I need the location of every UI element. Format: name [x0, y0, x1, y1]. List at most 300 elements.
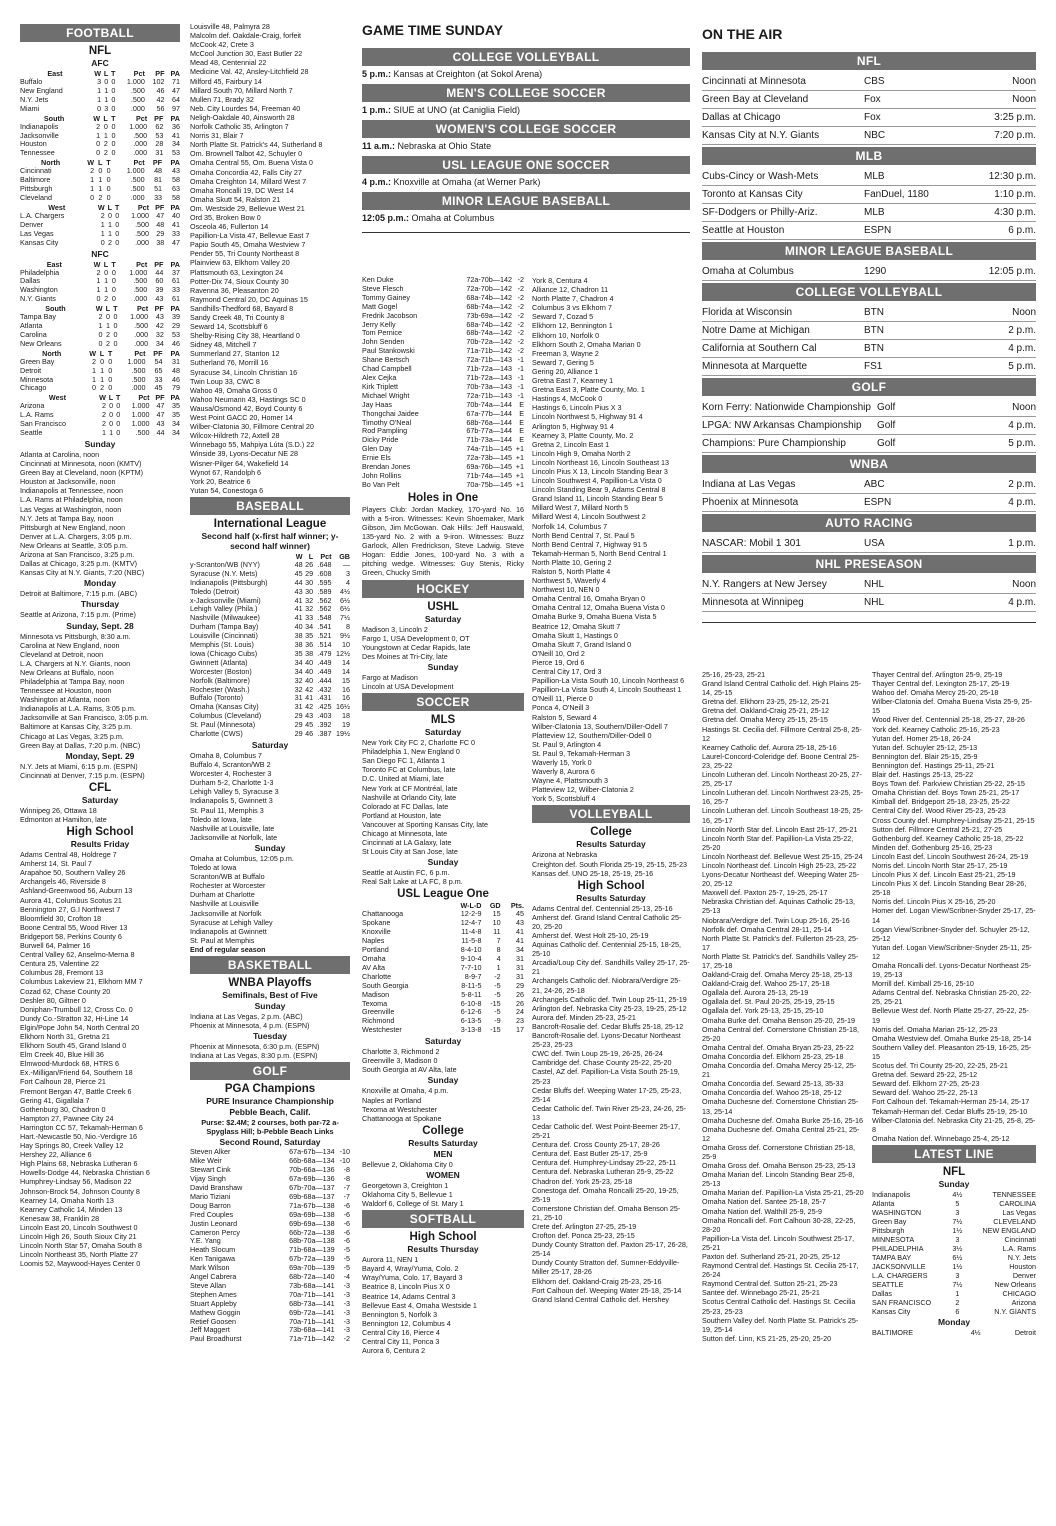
table-cell: -1: [517, 355, 524, 365]
table-cell: 46: [172, 374, 180, 384]
table-cell: 56: [156, 103, 165, 113]
result-item: Ponca 4, O'Neill 3: [532, 703, 590, 713]
result-item: Papio South 45, Omaha Westview 7: [190, 240, 306, 250]
tv-channel: ESPN: [858, 494, 974, 512]
table-cell: 28: [155, 139, 164, 149]
division-name: East: [47, 69, 63, 78]
table-cell: .514: [317, 640, 332, 650]
result-item: York 8, Centura 4: [532, 276, 588, 285]
table-cell: Mike Weir: [190, 1156, 222, 1166]
table-cell: 11-5-8: [461, 936, 482, 946]
wnba-tuesday: [190, 1042, 350, 1060]
result-item: Mead 48, Centennial 22: [190, 58, 267, 68]
result-item: Freeman 3, Wayne 2: [532, 348, 599, 358]
line-row: [872, 1226, 1036, 1235]
result-item: Omaha Roncalli def. Fort Calhoun 30-28, 22-25, 28-20: [702, 1215, 856, 1234]
nfl-title: NFL: [88, 45, 112, 57]
table-cell: 0: [111, 139, 116, 149]
tv-time: Noon: [974, 91, 1036, 109]
table-cell: Tampa Bay: [20, 312, 56, 322]
latest-line-sunday: [872, 1190, 1036, 1316]
schedule-item: Indianapolis at Tennessee, noon: [20, 486, 123, 496]
table-cell: Ken Tanigawa: [190, 1254, 236, 1264]
result-item: Fort Calhoun 28, Pierce 21: [20, 1077, 106, 1087]
table-cell: 32: [305, 595, 314, 605]
result-item: Ogallala def. St. Paul 20-25, 25-19, 25-15: [702, 997, 835, 1007]
result-item: Bloomfield 30, Crofton 18: [20, 913, 102, 923]
table-cell: Angel Cabrera: [190, 1272, 237, 1282]
result-item: Wilcox-Hildreth 72, Axtell 28: [190, 431, 280, 441]
schedule-item: Durham at Charlotte: [190, 890, 255, 900]
table-cell: y-Scranton/WB (NYY): [190, 559, 260, 569]
column-header: PF: [155, 69, 165, 78]
tv-listings: [702, 52, 1036, 612]
schedule-title: Sunday: [84, 439, 116, 449]
result-item: Elm Creek 40, Blue Hill 36: [20, 1050, 104, 1060]
table-cell: 48: [294, 559, 303, 569]
table-cell: -7: [343, 1191, 350, 1201]
result-item: Ex.-Milligan/Friend 64, Southern 18: [20, 1068, 133, 1078]
result-item: Fort Calhoun def. Tekamah-Herman 25-14, 25-17: [872, 1097, 1030, 1107]
table-cell: 0: [116, 428, 121, 438]
cfl-day: Saturday: [81, 794, 119, 805]
result-item: Ralston 5, North Platte 4: [532, 567, 611, 576]
table-cell: 47: [156, 210, 165, 220]
tv-channel: NHL: [858, 576, 974, 594]
table-cell: E: [519, 426, 524, 436]
tv-row: [702, 127, 1036, 145]
result-item: Dundy County Stratton def. Sumner-Eddyville-Miller 25-17, 28-26: [532, 1258, 680, 1277]
table-cell: Madison: [362, 989, 390, 999]
result-item: Ashland-Greenwood 56, Auburn 13: [20, 886, 133, 896]
usl-title: USL League One: [397, 888, 489, 901]
column-header: PA: [170, 202, 180, 212]
schedule-item: L.A. Rams at Philadelphia, noon: [20, 495, 123, 505]
tv-channel: MLB: [858, 168, 974, 186]
result-item: Pierce 19, Ord 6: [532, 657, 585, 667]
result-item: Deshler 80, Giltner 0: [20, 995, 86, 1005]
table-cell: 1: [104, 85, 109, 95]
table-cell: 34: [172, 139, 180, 149]
result-item: Bennington 5, Norfolk 3: [362, 1309, 438, 1319]
result-item: Papillion-La Vista 47, Bellevue East 7: [190, 231, 310, 241]
result-item: Yutan def. Schuyler 25-12, 25-13: [872, 742, 978, 752]
event-line: [362, 177, 690, 188]
column-header: L: [103, 69, 109, 78]
tv-time: 4 p.m.: [974, 594, 1036, 612]
result-item: Milford 45, Fairbury 14: [190, 76, 262, 86]
tv-time: 6 p.m.: [974, 222, 1036, 240]
table-cell: 31: [155, 148, 164, 158]
result-item: Omaha Roncalli def. Lyons-Decatur Northeast 25-19, 25-13: [872, 961, 1032, 980]
schedule-item: N.Y. Jets at Miami, 6:15 p.m. (ESPN): [20, 761, 138, 771]
tv-channel: ESPN: [858, 222, 974, 240]
favorite: Pittsburgh: [872, 1225, 905, 1235]
table-cell: 5-8-11: [461, 989, 482, 999]
table-cell: -1: [517, 381, 524, 391]
result-item: Wahoo Neumann 43, Hastings SC 0: [190, 394, 306, 404]
table-cell: Worcester (Boston): [190, 666, 252, 676]
game-time-title: GAME TIME SUNDAY: [362, 22, 504, 38]
result-item: Platteview 12, Wilber-Clatonia 2: [532, 785, 634, 795]
table-cell: 38: [156, 237, 165, 247]
result-item: Lincoln High 26, South Sioux City 21: [20, 1232, 137, 1242]
table-cell: -6: [343, 1227, 350, 1237]
result-item: Edmonton at Hamilton, late: [20, 815, 107, 824]
result-item: Omaha Duchesne def. Omaha Burke 25-16, 25-16: [702, 1115, 864, 1125]
column-header: Pct: [320, 551, 332, 561]
table-cell: 70b-72a—142: [466, 337, 512, 347]
result-item: San Diego FC 1, Atlanta 1: [362, 756, 446, 766]
event-line: [362, 213, 690, 224]
line-row: [872, 1190, 1036, 1199]
table-cell: 35: [172, 401, 180, 411]
table-cell: 2: [98, 312, 103, 322]
spread: 7½: [952, 1279, 963, 1289]
column-header: W: [93, 259, 101, 269]
schedule-item: Dallas at Chicago, 3:25 p.m. (KMTV): [20, 559, 138, 569]
division-table: [20, 158, 180, 203]
table-cell: 0: [96, 148, 101, 158]
result-item: Kearney Catholic def. Aurora 25-18, 25-16: [702, 742, 837, 752]
table-cell: 67a-67b—134: [289, 1147, 335, 1157]
schedule-item: Denver at L.A. Chargers, 3:05 p.m.: [20, 531, 132, 541]
column-header: T: [111, 113, 116, 123]
table-cell: 6½: [340, 595, 350, 605]
result-item: Bennington 12, Columbus 4: [362, 1318, 451, 1328]
table-cell: 0: [113, 338, 118, 348]
table-cell: .479: [317, 648, 332, 658]
event-line: [362, 141, 690, 152]
result-item: Yutan 54, Conestoga 6: [190, 485, 264, 495]
table-cell: 67a-69b—136: [289, 1174, 335, 1184]
table-cell: .500: [130, 184, 145, 194]
table-cell: .548: [317, 613, 332, 623]
table-cell: 61: [172, 294, 180, 304]
result-item: Yutan def. Logan View/Scribner-Snyder 25-11, 25-12: [872, 942, 1032, 961]
result-item: Wahoo def. Omaha Mercy 25-20, 25-18: [872, 688, 999, 698]
result-item: Lincoln Lutheran def. Lincoln Southeast 18-25, 25-16, 25-17: [702, 806, 864, 825]
result-item: D.C. United at Miami, late: [362, 774, 444, 784]
schedule-item: Seattle at Austin FC, 6 p.m.: [362, 868, 450, 878]
table-cell: 31: [294, 693, 303, 703]
division-name: South: [43, 113, 65, 123]
schedule-item: Seattle at Arizona, 7:15 p.m. (Prime): [20, 610, 136, 620]
table-cell: 1: [92, 374, 97, 384]
table-cell: -3: [343, 1316, 350, 1326]
tv-time: 12:05 p.m.: [974, 263, 1036, 281]
tv-event: Green Bay at Cleveland: [702, 91, 858, 109]
schedule-item: Nashville at Louisville: [190, 899, 259, 909]
result-item: Sidney 48, Mitchell 7: [190, 340, 257, 350]
tv-row: [702, 358, 1036, 376]
tv-row: [702, 399, 1036, 417]
table-cell: Retief Goosen: [190, 1316, 236, 1326]
column-header: W: [95, 304, 103, 314]
table-cell: -10: [339, 1156, 350, 1166]
table-cell: 0: [115, 210, 120, 220]
table-cell: 1.000: [126, 77, 145, 86]
tv-channel: Golf: [871, 417, 978, 435]
hio-text: Players Club: Jordan Mackey, 170-yard No. 16 with a 5-iron. Witnesses: Kevin Shoemaker, Mark Gibson, Jim McGowan. Oak Hills: Jeff Hauswald, 135-yard No. 2 with a 9-iron. Witnesses: Buzz Garlock, Allen Fredrickson, Steve Ladwig. Steve Hogan: Eddie Jones, 100-yard No. 3 with a pitching wedge. Witnesses: Guy Stenis, Ricky Green, Chucky Smith: [362, 504, 524, 578]
nfl-schedule: [20, 450, 180, 577]
table-cell: Tennessee: [20, 148, 55, 158]
tv-channel: USA: [858, 535, 974, 553]
underdog: CLEVELAND: [993, 1216, 1036, 1226]
result-item: Oakland-Craig def. Wahoo 25-17, 25-18: [702, 979, 830, 989]
table-cell: 31: [516, 954, 524, 963]
result-item: Hampton 27, Pawnee City 24: [20, 1113, 114, 1123]
table-cell: Charlotte (CWS): [190, 729, 243, 739]
table-cell: Steve Allan: [190, 1280, 226, 1290]
table-cell: -2: [517, 319, 524, 329]
wnba-tue-title: Tuesday: [253, 1031, 287, 1042]
result-item: Omaha Duchesne def. Omaha Central 25-21, 25-12: [702, 1124, 860, 1143]
event-header: MINOR LEAGUE BASEBALL: [362, 192, 690, 210]
table-cell: 43: [155, 312, 164, 322]
il-sub: Second half (x-first half winner; y-second half winner): [201, 530, 339, 551]
table-cell: N.Y. Giants: [20, 294, 56, 304]
table-cell: 29: [294, 729, 303, 739]
schedule-item: St. Paul at Memphis: [190, 935, 255, 945]
table-cell: 11: [493, 927, 501, 937]
result-item: Lincoln East 20, Lincoln Southwest 0: [20, 1222, 138, 1232]
tv-row: [702, 91, 1036, 109]
result-item: Columbus 3 vs Elkhorn 7: [532, 303, 612, 313]
table-cell: Michael Wright: [362, 390, 410, 400]
table-cell: Columbus (Cleveland): [190, 711, 262, 721]
table-cell: Knoxville: [362, 927, 391, 937]
table-cell: 0: [111, 276, 116, 286]
table-cell: Norfolk (Baltimore): [190, 675, 250, 685]
table-cell: Detroit: [20, 365, 42, 375]
table-cell: 33: [305, 613, 314, 623]
result-item: Centura def. East Butler 25-17, 25-9: [532, 1149, 648, 1159]
tv-table: [702, 476, 1036, 512]
result-item: Northwest 10, NEN 0: [532, 585, 600, 595]
event-line: [362, 69, 690, 80]
table-cell: 71b-74a—145: [466, 470, 512, 480]
table-cell: 0: [111, 103, 116, 113]
table-cell: 0: [111, 267, 116, 277]
result-item: Centura def. Humphrey-Lindsay 25-22, 25-11: [532, 1158, 677, 1168]
table-cell: 34: [155, 338, 164, 348]
table-row: [20, 149, 180, 158]
men-results: [362, 1160, 524, 1169]
table-cell: .000: [134, 329, 149, 339]
line-row: [872, 1280, 1036, 1289]
table-cell: 71b-68a—139: [289, 1245, 335, 1255]
il-title: International League: [213, 517, 327, 530]
wnba-sun-title: Sunday: [254, 1000, 286, 1011]
result-item: Omaha Skutt 1, Hastings 0: [532, 630, 618, 640]
il-standings: [190, 552, 350, 739]
table-cell: 46: [172, 338, 180, 348]
tv-event: N.Y. Rangers at New Jersey: [702, 576, 858, 594]
table-cell: 81: [154, 175, 163, 185]
result-item: Crofton def. Ponca 25-23, 25-15: [532, 1231, 635, 1241]
table-cell: Carolina: [20, 329, 47, 339]
result-item: Portland at Houston, late: [362, 810, 442, 820]
table-cell: 74a-71b—145: [466, 444, 512, 454]
table-cell: 39: [172, 312, 180, 322]
table-cell: .500: [135, 428, 150, 438]
table-cell: 43: [516, 918, 524, 928]
table-cell: 38: [294, 631, 303, 641]
table-cell: .425: [317, 702, 332, 712]
table-cell: 9½: [340, 631, 350, 641]
schedule-item: L.A. Chargers at N.Y. Giants, noon: [20, 658, 131, 668]
table-cell: .000: [133, 294, 148, 304]
column-header: PF: [154, 113, 164, 123]
table-cell: 43: [305, 711, 314, 721]
result-item: Elkhorn South 45, Grand Island 0: [20, 1041, 127, 1051]
hk-sun-title: Sunday: [427, 661, 459, 672]
tv-time: Noon: [974, 73, 1036, 91]
event-time: 4 p.m.:: [362, 177, 392, 187]
table-cell: 0: [98, 338, 103, 348]
result-item: McCool Junction 30, East Butler 22: [190, 49, 303, 59]
result-item: Crete def. Arlington 27-25, 25-19: [532, 1222, 637, 1231]
result-item: Fremont Bergan 47, Battle Creek 6: [20, 1086, 132, 1096]
schedule-item: Jacksonville at Norfolk: [190, 908, 262, 918]
table-cell: 45: [294, 568, 303, 578]
nfl-thursday: [20, 610, 180, 619]
table-cell: 0: [109, 401, 114, 411]
result-item: Plainview 63, Elkhorn Valley 20: [190, 258, 290, 268]
table-cell: 8: [496, 945, 501, 955]
column-header: L: [99, 348, 105, 358]
result-item: Gretna def. Elkhorn 23-25, 25-12, 25-21: [702, 697, 830, 707]
result-item: Adams Central 48, Holdrege 7: [20, 850, 117, 860]
table-cell: 0: [108, 383, 113, 393]
result-item: Ralston 5, Seward 4: [532, 712, 597, 722]
result-item: Central Valley 62, Anselmo-Merna 8: [20, 950, 135, 960]
result-item: Winnipeg 26, Ottawa 18: [20, 805, 97, 815]
volleyball-header: VOLLEYBALL: [532, 805, 690, 823]
table-cell: Mark Wilson: [190, 1263, 230, 1273]
result-item: North Bend Central 7, Highway 91 5: [532, 539, 648, 549]
result-item: Elkhorn def. Oakland-Craig 25-23, 25-16: [532, 1276, 662, 1286]
table-cell: Omaha (Kansas City): [190, 702, 259, 712]
table-cell: -6: [343, 1218, 350, 1228]
spread: 4½: [952, 1189, 963, 1199]
table-cell: 8-11-5: [461, 980, 482, 990]
monday29-title: Monday, Sept. 29: [65, 750, 135, 761]
result-item: Centura 25, Valentine 22: [20, 959, 99, 969]
result-item: Cedar Bluffs def. Weeping Water 17-25, 25-23, 25-14: [532, 1085, 682, 1104]
table-cell: 41: [516, 936, 524, 946]
result-item: Lincoln Northeast 35, North Platte 27: [20, 1250, 138, 1260]
result-item: Raymond Central def. Sutton 25-21, 25-23: [702, 1279, 838, 1289]
tv-row: [702, 322, 1036, 340]
table-cell: -1: [517, 364, 524, 374]
table-cell: Kirk Triplett: [362, 381, 398, 391]
column-football: [20, 22, 180, 1512]
table-row: [20, 340, 180, 349]
soccer-header: SOCCER: [362, 693, 524, 711]
result-item: New York City FC 2, Charlotte FC 0: [362, 738, 476, 748]
schedule-item: Omaha at Columbus, 12:05 p.m.: [190, 853, 294, 863]
table-cell: 68b-76a—144: [466, 417, 512, 427]
result-item: Lehigh Valley 5, Syracuse 3: [190, 787, 279, 797]
mls-sun-title: Sunday: [427, 857, 459, 868]
table-cell: .595: [317, 577, 332, 587]
column-header: L: [97, 158, 103, 168]
table-cell: -6: [343, 1209, 350, 1219]
table-cell: 1: [103, 130, 108, 140]
table-cell: 31: [516, 962, 524, 972]
result-item: Omaha Roncalli 19, DC West 14: [190, 185, 294, 195]
result-item: Bayard 4, Wray/Yuma, Colo. 2: [362, 1264, 459, 1274]
spread: 2: [955, 1297, 960, 1307]
line-row: [872, 1199, 1036, 1208]
hockey-sunday: [362, 673, 524, 691]
col4-right: [872, 670, 1036, 1512]
ll-sunday: Sunday: [938, 1178, 970, 1189]
result-item: Elkhorn 10, Norfolk 0: [532, 330, 600, 340]
vb-college-sub: Results Saturday: [576, 839, 646, 850]
result-item: Omaha Central def. Cornerstone Christian 25-18, 25-20: [702, 1024, 860, 1043]
table-cell: 33: [154, 374, 163, 384]
result-item: St. Paul 9, Tekamah-Herman 3: [532, 748, 631, 758]
table-cell: +1: [515, 479, 524, 489]
table-cell: 47: [172, 237, 180, 247]
table-cell: 66b-72a—138: [289, 1227, 335, 1237]
table-cell: 4: [346, 577, 350, 587]
result-item: Lincoln North Star 57, Omaha South 8: [20, 1241, 142, 1251]
result-item: Louisville 48, Palmyra 28: [190, 22, 270, 31]
table-cell: Heath Slocum: [190, 1245, 236, 1255]
result-item: Grand Island Central Catholic def. Hershey: [532, 1294, 670, 1304]
softball-sub: Results Thursday: [407, 1244, 479, 1255]
table-cell: .500: [131, 365, 146, 375]
line-row: [872, 1307, 1036, 1316]
table-cell: Chad Campbell: [362, 364, 412, 374]
table-cell: 2: [100, 383, 105, 393]
result-item: Homer def. Logan View/Scribner-Snyder 25-17, 25-14: [872, 906, 1036, 925]
table-cell: 69a-69b—138: [289, 1209, 335, 1219]
table-cell: 68a-74b—142: [466, 292, 512, 302]
table-cell: Cincinnati: [20, 166, 52, 176]
table-cell: 1: [101, 428, 106, 438]
table-cell: Seattle: [20, 428, 43, 438]
result-item: Shelby-Rising City 38, Heartland 0: [190, 331, 300, 341]
event-time: 5 p.m.:: [362, 69, 392, 79]
tv-channel: NHL: [858, 594, 974, 612]
result-item: Osceola 46, Fullerton 14: [190, 222, 269, 232]
table-cell: Memphis (St. Louis): [190, 640, 254, 650]
table-cell: 1: [105, 321, 110, 331]
table-cell: 66b-68a—134: [289, 1156, 335, 1166]
table-cell: .500: [135, 228, 150, 238]
table-cell: -8: [343, 1165, 350, 1175]
table-cell: Durham (Tampa Bay): [190, 622, 259, 632]
vb-hs-sub: Results Saturday: [576, 892, 646, 903]
table-cell: Rochester (Wash.): [190, 684, 250, 694]
tv-table: [702, 263, 1036, 281]
tv-event: Minnesota at Winnipeg: [702, 594, 858, 612]
table-cell: 0: [111, 121, 116, 131]
result-item: Bellevue East 4, Omaha Westside 1: [362, 1300, 477, 1310]
underdog: N.Y. Jets: [1007, 1252, 1036, 1262]
tv-row: [702, 535, 1036, 553]
table-cell: 70a-75b—145: [466, 479, 512, 489]
table-cell: 34: [305, 622, 314, 632]
table-cell: 1.000: [131, 419, 150, 429]
line-row: [872, 1298, 1036, 1307]
result-item: Sandhills-Thedford 68, Bayard 8: [190, 303, 294, 313]
